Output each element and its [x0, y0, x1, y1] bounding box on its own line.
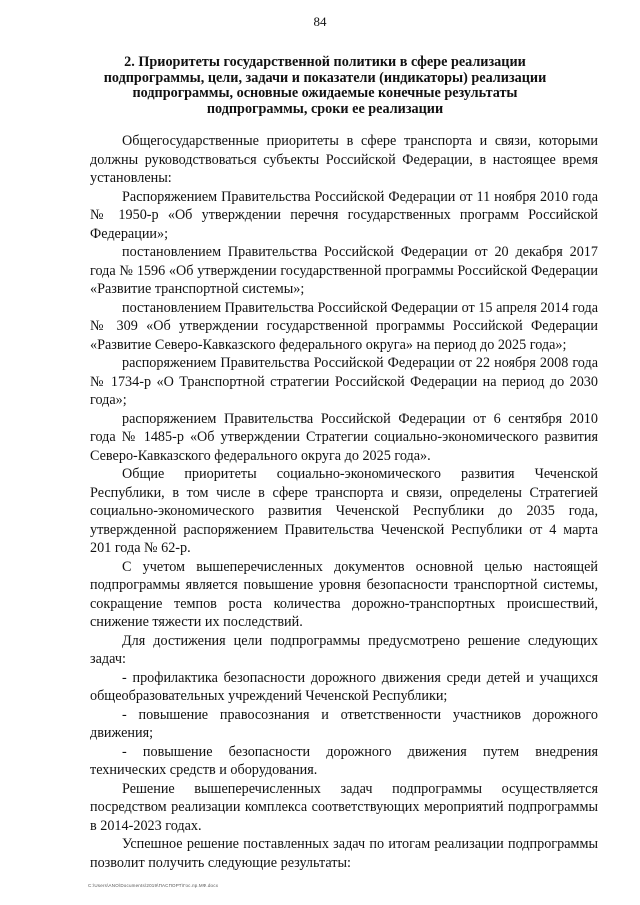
- page-number: 84: [313, 14, 327, 29]
- paragraph: Общегосударственные приоритеты в сфере транспорта и связи, которыми должны руководствоваться субъекты Российской Федерации, в настоящее время установлены:: [90, 133, 598, 186]
- paragraph: постановлением Правительства Российской Федерации от 20 декабря 2017 года № 1596 «Об утверждении государственной программы Российской Федерации «Развитие транспортной системы»;: [90, 244, 598, 297]
- document-body: [90, 132, 598, 872]
- paragraph: постановлением Правительства Российской Федерации от 15 апреля 2014 года № 309 «Об утверждении государственной программы Российской Федерации «Развитие Северо-Кавказского федерального округа» на период до 2025 года»;: [90, 299, 598, 353]
- paragraph: Решение вышеперечисленных задач подпрограммы осуществляется посредством реализации комплекса соответствующих мероприятий подпрограммы в 2014-2023 годах.: [90, 780, 598, 834]
- list-item: - профилактика безопасности дорожного движения среди детей и учащихся общеобразовательных учреждений Чеченской Республики;: [90, 669, 598, 704]
- paragraph: Распоряжением Правительства Российской Федерации от 11 ноября 2010 года № 1950-р «Об утверждении перечня государственных программ Российской Федерации»;: [90, 188, 598, 242]
- file-path-footer: С:\Users\ANO\Documents\2019\ПАСПОРТ\Гос.пр.МФ.docx: [88, 883, 219, 888]
- paragraph: С учетом вышеперечисленных документов основной целью настоящей подпрограммы является повышение уровня безопасности транспортной системы, сокращение темпов роста количества дорожно-транспортных происшествий, снижение тяжести их последствий.: [90, 558, 598, 630]
- list-item: - повышение правосознания и ответственности участников дорожного движения;: [90, 706, 598, 741]
- paragraph: Общие приоритеты социально-экономического развития Чеченской Республики, в том числе в сфере транспорта и связи, определены Стратегией социально-экономического развития Чеченской Республики до 2035 года, утвержденной распоряжением Правительства Чеченской Республики от 4 марта 201 года № 62-р.: [90, 466, 598, 556]
- paragraph: распоряжением Правительства Российской Федерации от 22 ноября 2008 года № 1734-р «О Транспортной стратегии Российской Федерации на период до 2030 года»;: [90, 355, 598, 408]
- paragraph: Успешное решение поставленных задач по итогам реализации подпрограммы позволит получить следующие результаты:: [90, 836, 598, 871]
- section-heading: 2. Приоритеты государственной политики в сфере реализации подпрограммы, цели, задачи и показатели (индикаторы) реализации подпрограммы, основные ожидаемые конечные результаты подпрограммы, сроки ее реализации: [103, 54, 547, 117]
- paragraph: распоряжением Правительства Российской Федерации от 6 сентября 2010 года № 1485-р «Об утверждении Стратегии социально-экономического развития Северо-Кавказского федерального округа до 2025 года».: [90, 410, 598, 464]
- paragraph: Для достижения цели подпрограммы предусмотрено решение следующих задач:: [90, 632, 598, 667]
- list-item: - повышение безопасности дорожного движения путем внедрения технических средств и оборудования.: [90, 743, 598, 778]
